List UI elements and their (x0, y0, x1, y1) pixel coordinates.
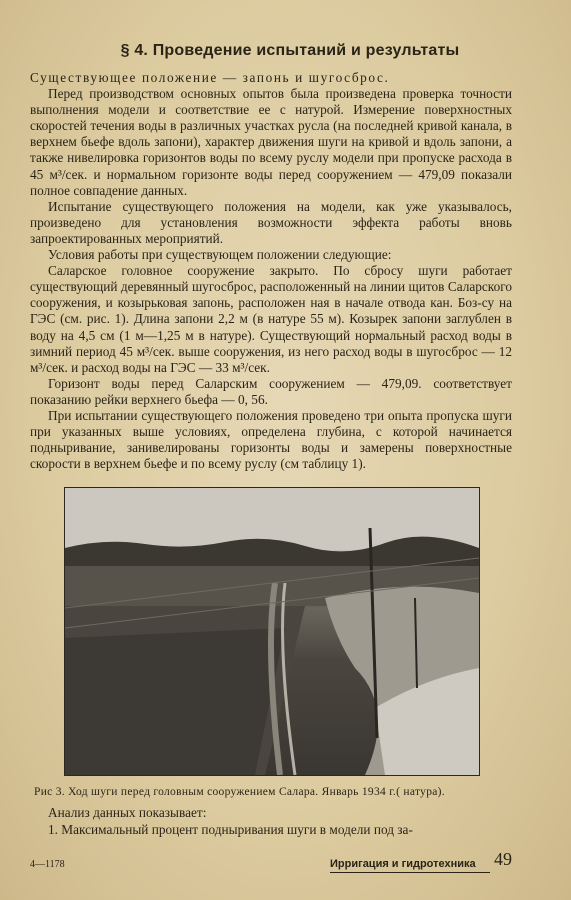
body-text (30, 70, 512, 472)
photograph-scene (65, 488, 479, 775)
paragraph: Анализ данных показывает: (48, 805, 207, 820)
paragraph: Испытание существующего положения на модели, как уже указывалось, произведено для установления возможности эффекта работы вновь запроектированных мероприятий. (30, 198, 512, 246)
page-number: 49 (494, 849, 512, 869)
footer-rule (330, 872, 490, 873)
section-heading: § 4. Проведение испытаний и результаты (120, 42, 460, 59)
analysis-text (30, 805, 512, 838)
footer-journal-title: Ирригация и гидротехника (330, 858, 476, 870)
paragraph: 1. Максимальный процент подныривания шуги в модели под за- (48, 821, 413, 837)
paragraph: При испытании существующего положения проведено три опыта пропуска шуги при указанных выше условиях, определена глубина, с которой начинается подныривание, занивелированы горизонты воды и замерены поверхностные скорости в верхнем бьефе и по всему руслу (см таблицу 1). (30, 407, 512, 472)
footer-signature: 4—1178 (30, 859, 65, 870)
paragraph: Горизонт воды перед Саларским сооружением — 479,09. соответствует показанию рейки верхнего бьефа — 0, 56. (30, 375, 512, 407)
photograph (64, 487, 480, 776)
paragraph: Условия работы при существующем положении следующие: (48, 247, 392, 263)
paragraph: Саларское головное сооружение закрыто. По сбросу шуги работает существующий деревянный шугосброс, расположенный на линии щитов Саларского сооружения, и козырьковая запонь, расположен ная в начале отвода кан. Боз-су на ГЭС (см. рис. 1). Длина запони 2,2 м (в натуре 55 м). Козырек запони заглублен в воду на 4,5 см (1 м—1,25 м в натуре). Существующий нормальный расход воды в зимний период 45 м³/сек. выше сооружения, из него расход воды в шугосброс — 12 м³/сек. и расход воды на ГЭС — 33 м³/сек. (30, 263, 512, 375)
paragraph: Перед производством основных опытов была произведена проверка точности выполнения модели и соответствие ее с натурой. Измерение поверхностных скоростей течения воды в различных участках русла (на последней кривой канала, в верхнем бьефе вдоль запони), характер движения шуги на кривой и вдоль запони, а также нивелировка горизонтов воды по всему руслу модели при пропуске расхода в 45 м³/сек. и нормальном горизонте воды перед сооружением — 479,09 показали полное совпадение данных. (30, 86, 512, 198)
paragraph-subtitle: Существующее положение — запонь и шугосброс. (30, 70, 390, 85)
figure-caption: Рис 3. Ход шуги перед головным сооружением Салара. Январь 1934 г.( натура). (34, 786, 445, 798)
